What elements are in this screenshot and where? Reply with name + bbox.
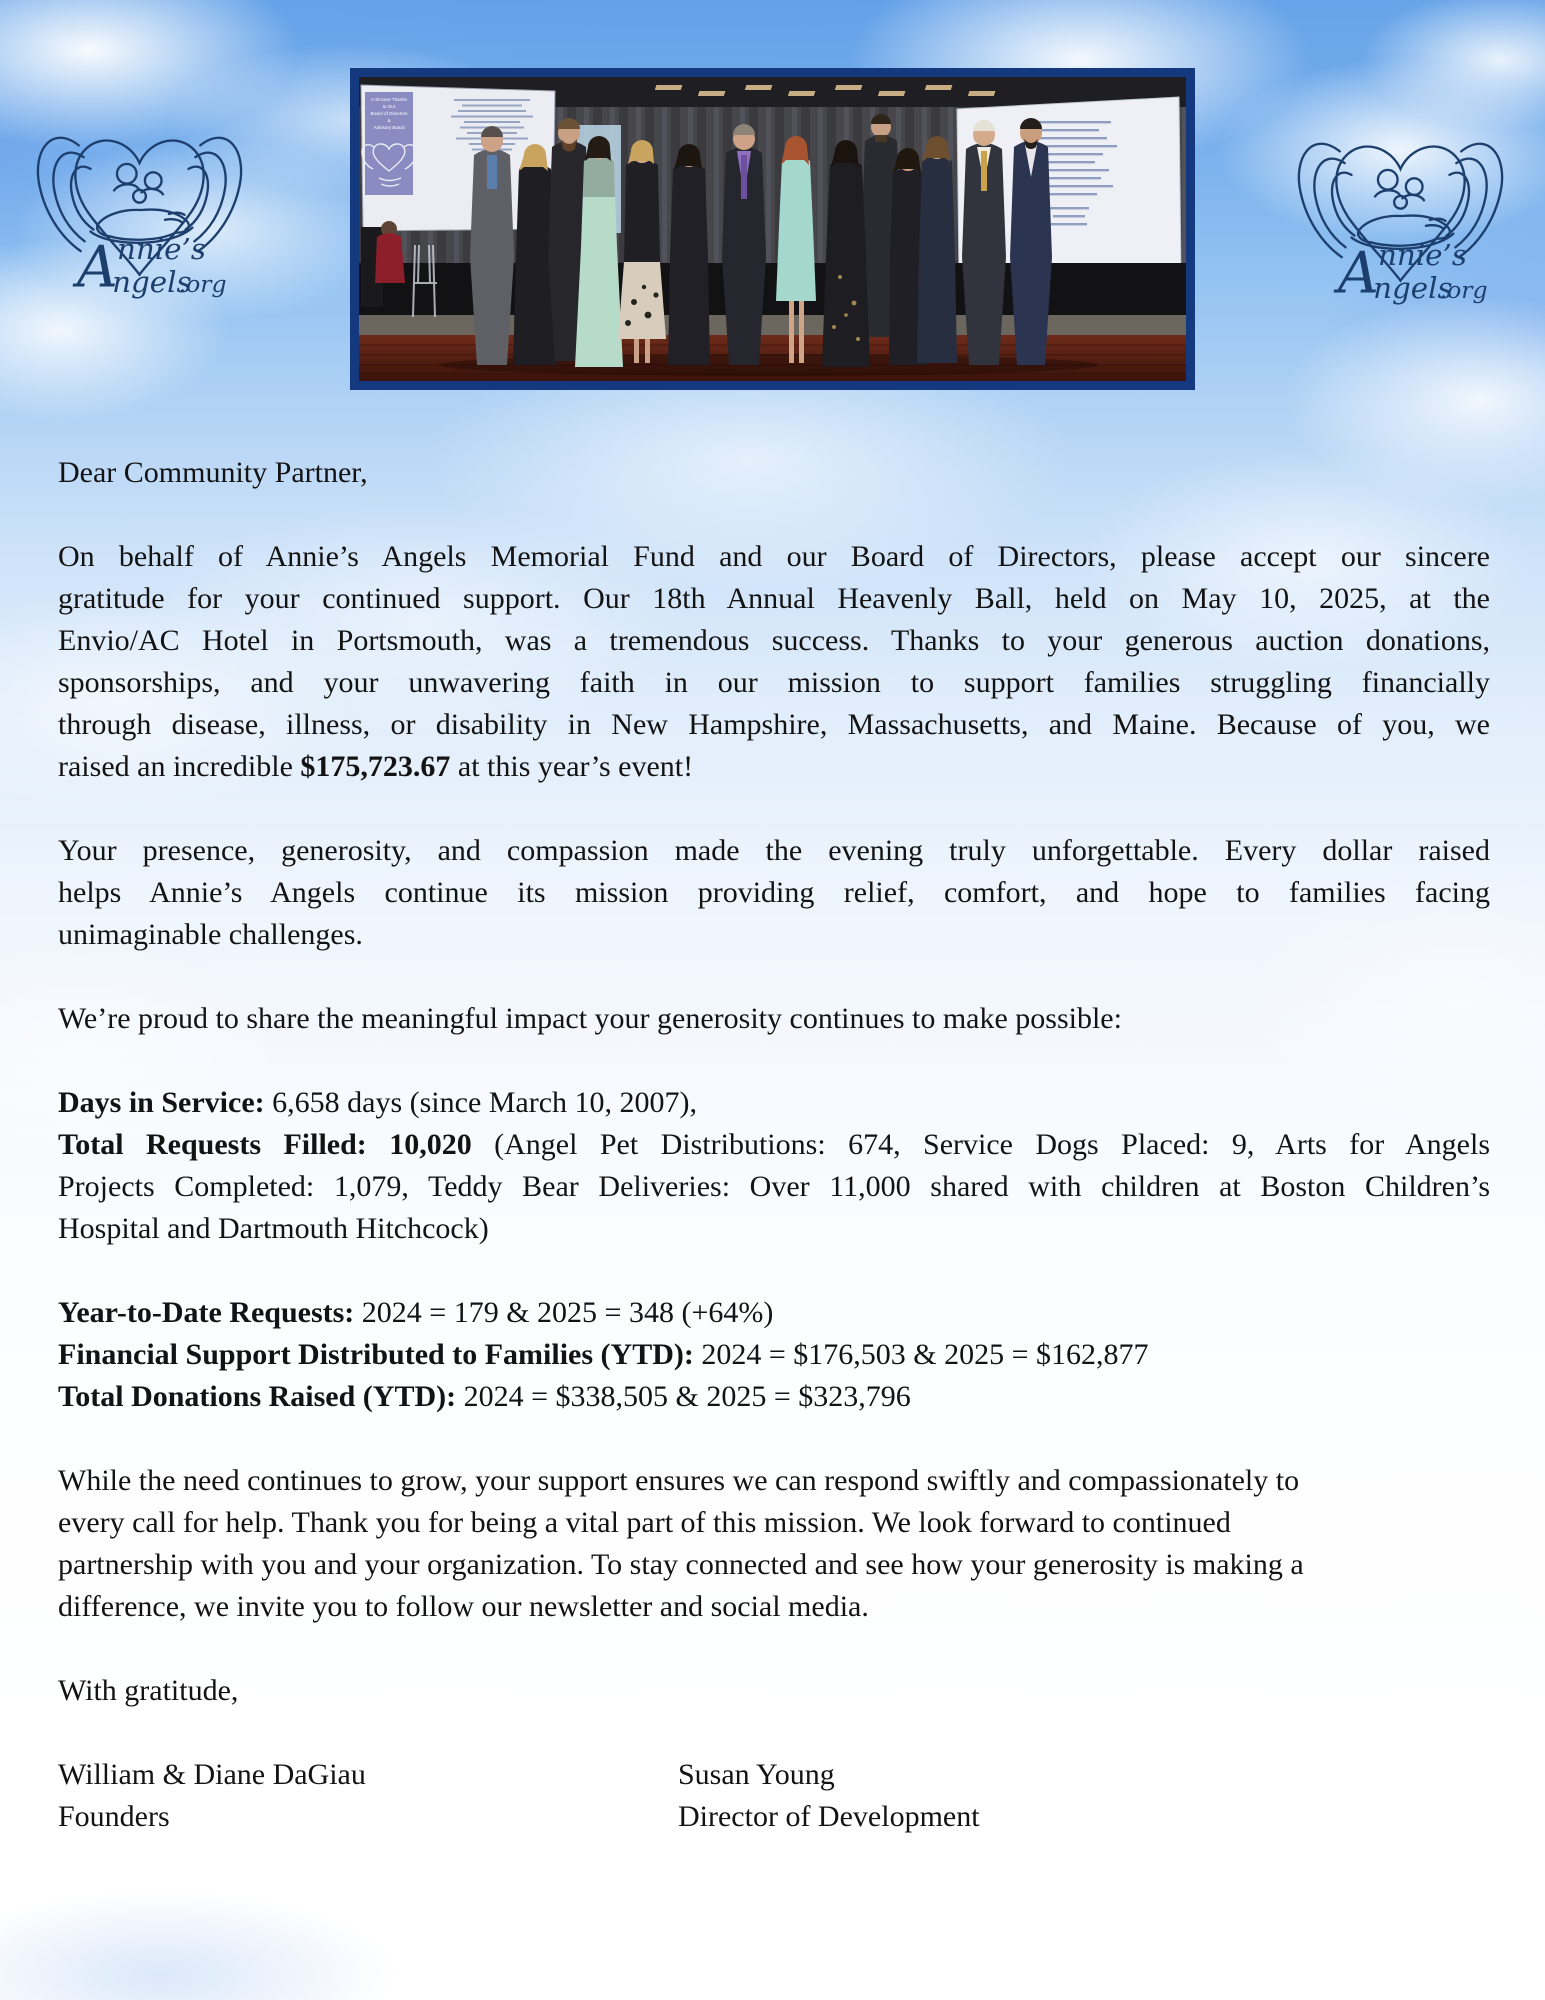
letter-line xyxy=(58,1166,1490,1208)
signer-left-title: Founders xyxy=(58,1800,170,1833)
logo-name-bottom: ngels xyxy=(1373,271,1453,306)
letter-text: While the need continues to grow, your support ensures we can respond swiftly and compassionately to xyxy=(58,1464,1300,1497)
angel-heart-icon xyxy=(22,112,257,308)
letter-line xyxy=(58,662,1490,704)
logo-name-top: nnie’s xyxy=(1377,237,1467,272)
letter-text: Envio/AC Hotel in Portsmouth, was a tremendous success. Thanks to your generous auction donations, xyxy=(58,624,1490,657)
letter-text: (Angel Pet Distributions: 674, Service Dogs Placed: 9, Arts for Angels xyxy=(471,1128,1491,1161)
letter-line xyxy=(58,620,1490,662)
stats-service xyxy=(58,1082,1490,1250)
annies-angels-logo-right xyxy=(1283,118,1518,314)
letter-line xyxy=(58,1334,1490,1376)
letter-line xyxy=(58,1208,1490,1250)
letter-line xyxy=(58,1082,1490,1124)
event-group-photo xyxy=(350,68,1195,390)
signature-titles-row xyxy=(58,1796,1490,1838)
signature-block xyxy=(58,1754,1490,1838)
letter-text: difference, we invite you to follow our newsletter and social media. xyxy=(58,1590,869,1623)
letter-line xyxy=(58,536,1490,578)
letter-text: On behalf of Annie’s Angels Memorial Fund and our Board of Directors, please accept our sincere xyxy=(58,540,1490,573)
letter-body xyxy=(58,452,1490,1754)
svg-text:Board of Directors: Board of Directors xyxy=(370,111,408,116)
letter-text: With gratitude, xyxy=(58,1674,239,1707)
letter-line xyxy=(58,452,1490,494)
letter-line xyxy=(58,704,1490,746)
letter-text: Dear Community Partner, xyxy=(58,456,368,489)
svg-text:Advisory Board: Advisory Board xyxy=(373,125,405,130)
letter-text: at this year’s event! xyxy=(450,750,694,783)
letter-text-bold: Year-to-Date Requests: xyxy=(58,1296,355,1329)
svg-text:&: & xyxy=(387,118,391,123)
letter-text-bold: Days in Service: xyxy=(58,1086,265,1119)
letter-line xyxy=(58,1502,1490,1544)
slide-title xyxy=(370,97,408,130)
letter-text: Your presence, generosity, and compassion made the evening truly unforgettable. Every dollar raised xyxy=(58,834,1490,867)
letter-line xyxy=(58,1670,1490,1712)
letter-line xyxy=(58,746,1490,788)
letter-line xyxy=(58,1544,1490,1586)
logo-org-suffix: .org xyxy=(178,270,227,299)
letter-line xyxy=(58,998,1490,1040)
logo-name-top: nnie’s xyxy=(116,231,206,266)
svg-text:A Sincere Thanks: A Sincere Thanks xyxy=(371,97,407,102)
angel-heart-icon xyxy=(1283,118,1518,314)
letter-line xyxy=(58,1376,1490,1418)
letter-line xyxy=(58,1124,1490,1166)
signer-right-title: Director of Development xyxy=(678,1800,980,1833)
logo-name-bottom: ngels xyxy=(112,265,192,300)
letter-text-bold: Financial Support Distributed to Families (YTD): xyxy=(58,1338,694,1371)
letter-text: 6,658 days (since March 10, 2007), xyxy=(264,1086,698,1119)
letter-line xyxy=(58,830,1490,872)
letter-text: through disease, illness, or disability in New Hampshire, Massachusetts, and Maine. Because of you, we xyxy=(58,708,1490,741)
stats-ytd xyxy=(58,1292,1490,1418)
letter-text: 2024 = $338,505 & 2025 = $323,796 xyxy=(456,1380,911,1413)
letter-text-bold: $175,723.67 xyxy=(300,750,451,783)
letter-text: raised an incredible xyxy=(58,750,301,783)
letter-text-bold: Total Requests Filled: 10,020 xyxy=(58,1128,472,1161)
logo-org-suffix: .org xyxy=(1439,276,1488,305)
signer-right-name: Susan Young xyxy=(678,1758,835,1791)
signature-names-row xyxy=(58,1754,1490,1796)
letter-text: helps Annie’s Angels continue its mission providing relief, comfort, and hope to families facing xyxy=(58,876,1490,909)
logo-big-a: A xyxy=(1337,240,1379,307)
para-gratitude xyxy=(58,536,1490,788)
gala-photo-scene xyxy=(359,77,1186,381)
signer-left-name: William & Diane DaGiau xyxy=(58,1758,366,1791)
svg-text:to Our: to Our xyxy=(382,104,396,109)
letter-line xyxy=(58,872,1490,914)
letter-text: We’re proud to share the meaningful impact your generosity continues to make possible: xyxy=(58,1002,1122,1035)
annies-angels-logo-left xyxy=(22,112,257,308)
letter-line xyxy=(58,1460,1490,1502)
letter-text: partnership with you and your organization. To stay connected and see how your generosity is making a xyxy=(58,1548,1304,1581)
letter-line xyxy=(58,578,1490,620)
letter-text: Hospital and Dartmouth Hitchcock) xyxy=(58,1212,489,1245)
letter-line xyxy=(58,1292,1490,1334)
letter-text: unimaginable challenges. xyxy=(58,918,363,951)
letter-text: gratitude for your continued support. Our 18th Annual Heavenly Ball, held on May 10, 2025, at the xyxy=(58,582,1490,615)
letter-text: 2024 = 179 & 2025 = 348 (+64%) xyxy=(354,1296,774,1329)
letter-text: 2024 = $176,503 & 2025 = $162,877 xyxy=(693,1338,1149,1371)
logo-big-a: A xyxy=(76,234,118,301)
para-presence xyxy=(58,830,1490,956)
letter-line xyxy=(58,1586,1490,1628)
letter-text-bold: Total Donations Raised (YTD): xyxy=(58,1380,457,1413)
para-closing xyxy=(58,1460,1490,1628)
letter-text: every call for help. Thank you for being a vital part of this mission. We look forward to continued xyxy=(58,1506,1231,1539)
valediction xyxy=(58,1670,1490,1712)
letter-text: Projects Completed: 1,079, Teddy Bear Deliveries: Over 11,000 shared with children at Boston Children’s xyxy=(58,1170,1490,1203)
letter-text: sponsorships, and your unwavering faith in our mission to support families struggling financially xyxy=(58,666,1490,699)
salutation xyxy=(58,452,1490,494)
letter-line xyxy=(58,914,1490,956)
para-proud xyxy=(58,998,1490,1040)
